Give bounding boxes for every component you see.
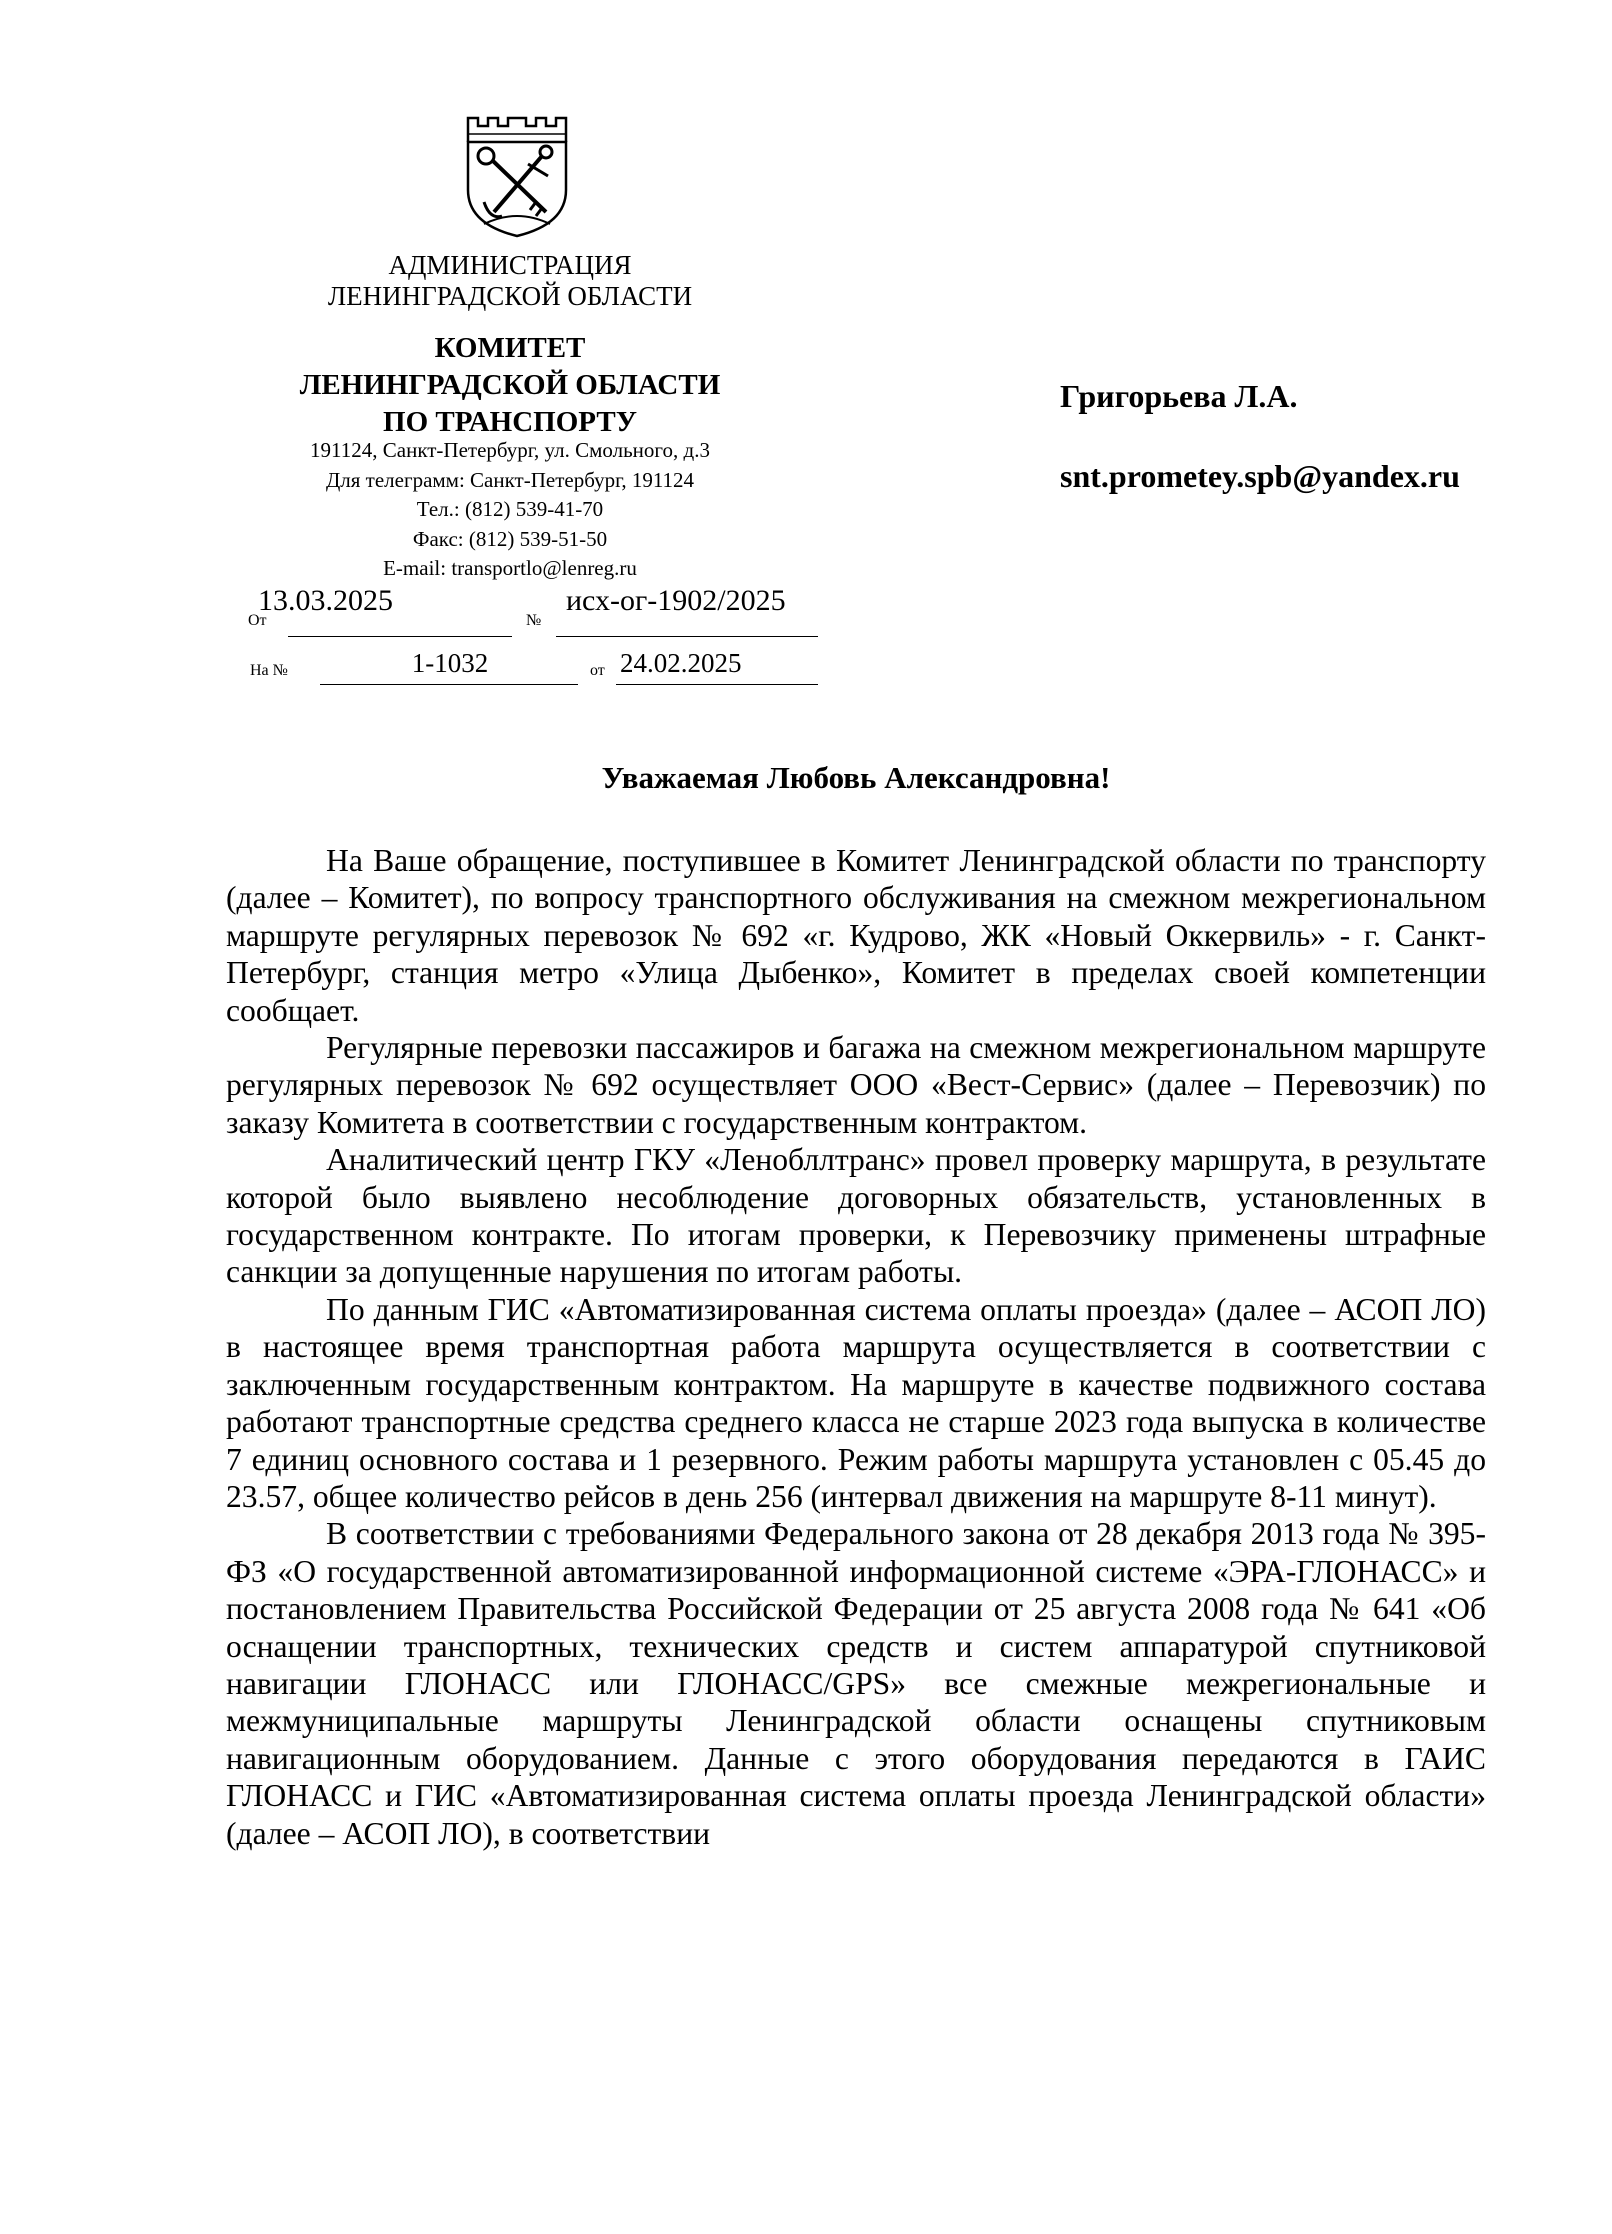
committee-line: ПО ТРАНСПОРТУ [383, 406, 637, 438]
committee-line: КОМИТЕТ [434, 332, 586, 364]
contact-fax: Факс: (812) 539-51-50 [412, 526, 608, 551]
ref-number: 1-1032 [411, 648, 489, 678]
contact-address: 191124, Санкт-Петербург, ул. Смольного, д.3 [310, 438, 710, 462]
administration-heading [190, 250, 830, 312]
ref-date-rule [616, 684, 818, 685]
addressee-email[interactable]: snt.prometey.spb@yandex.ru [1060, 458, 1460, 494]
ref-number-label: На № [250, 662, 288, 679]
letter-body [226, 842, 1486, 1852]
letter-paragraph: По данным ГИС «Автоматизированная система оплаты проезда» (далее – АСОП ЛО) в настоящее время транспортная работа маршрута осуществляется в соответствии с заключенным государственным контрактом. На маршруте в качестве подвижного состава работают транспортные средства среднего класса не старше 2023 года выпуска в количестве 7 единиц основного состава и 1 резервного. Режим работы маршрута установлен с 05.45 до 23.57, общее количество рейсов в день 256 (интервал движения на маршруте 8-11 минут). [226, 1291, 1486, 1514]
ref-number-rule [320, 684, 578, 685]
ref-date-label: от [590, 662, 605, 679]
contact-email: E-mail: transportlo@lenreg.ru [383, 556, 637, 580]
outgoing-date: 13.03.2025 [258, 584, 393, 617]
contact-telegram: Для телеграмм: Санкт-Петербург, 191124 [325, 467, 695, 492]
administration-line: ЛЕНИНГРАДСКОЙ ОБЛАСТИ [327, 281, 693, 311]
letter-greeting: Уважаемая Любовь Александровна! [601, 760, 1111, 795]
from-label: От [248, 612, 267, 629]
letter-paragraph: Аналитический центр ГКУ «Ленобллтранс» провел проверку маршрута, в результате которой было выявлено несоблюдение договорных обязательств, установленных в государственном контракте. По итогам проверки, к Перевозчику применены штрафные санкции за допущенные нарушения по итогам работы. [226, 1142, 1486, 1290]
addressee-name: Григорьева Л.А. [1060, 378, 1298, 414]
committee-contacts [190, 438, 830, 586]
letter-paragraph: На Ваше обращение, поступившее в Комитет Ленинградской области по транспорту (далее – Комитет), по вопросу транспортного обслуживания на смежном межрегиональном маршруте регулярных перевозок № 692 «г. Кудрово, ЖК «Новый Оккервиль» - г. Санкт-Петербург, станция метро «Улица Дыбенко», Комитет в пределах своей компетенции сообщает. [226, 843, 1486, 1028]
outgoing-number-rule [556, 636, 818, 637]
administration-line: АДМИНИСТРАЦИЯ [388, 250, 632, 280]
committee-heading [190, 332, 830, 443]
contact-phone: Тел.: (812) 539-41-70 [416, 497, 604, 521]
number-label: № [526, 612, 542, 629]
ref-date: 24.02.2025 [620, 648, 742, 678]
outgoing-number: исх-ог-1902/2025 [566, 584, 786, 617]
coat-of-arms-emblem [462, 112, 572, 240]
committee-line: ЛЕНИНГРАДСКОЙ ОБЛАСТИ [299, 369, 721, 401]
letter-paragraph: Регулярные перевозки пассажиров и багажа на смежном межрегиональном маршруте регулярных перевозок № 692 осуществляет ООО «Вест-Сервис» (далее – Перевозчик) по заказу Комитета в соответствии с государственным контрактом. [226, 1030, 1486, 1140]
outgoing-date-rule [288, 636, 512, 637]
letter-paragraph: В соответствии с требованиями Федерального закона от 28 декабря 2013 года № 395-ФЗ «О государственной автоматизированной информационной системе «ЭРА-ГЛОНАСС» и постановлением Правительства Российской Федерации от 25 августа 2008 года № 641 «Об оснащении транспортных, технических средств и систем аппаратурой спутниковой навигации ГЛОНАСС или ГЛОНАСС/GPS» все смежные межрегиональные и межмуниципальные маршруты Ленинградской области оснащены спутниковым навигационным оборудованием. Данные с этого оборудования передаются в ГАИС ГЛОНАСС и ГИС «Автоматизированная система оплаты проезда Ленинградской области» (далее – АСОП ЛО), в соответствии [226, 1516, 1486, 1851]
